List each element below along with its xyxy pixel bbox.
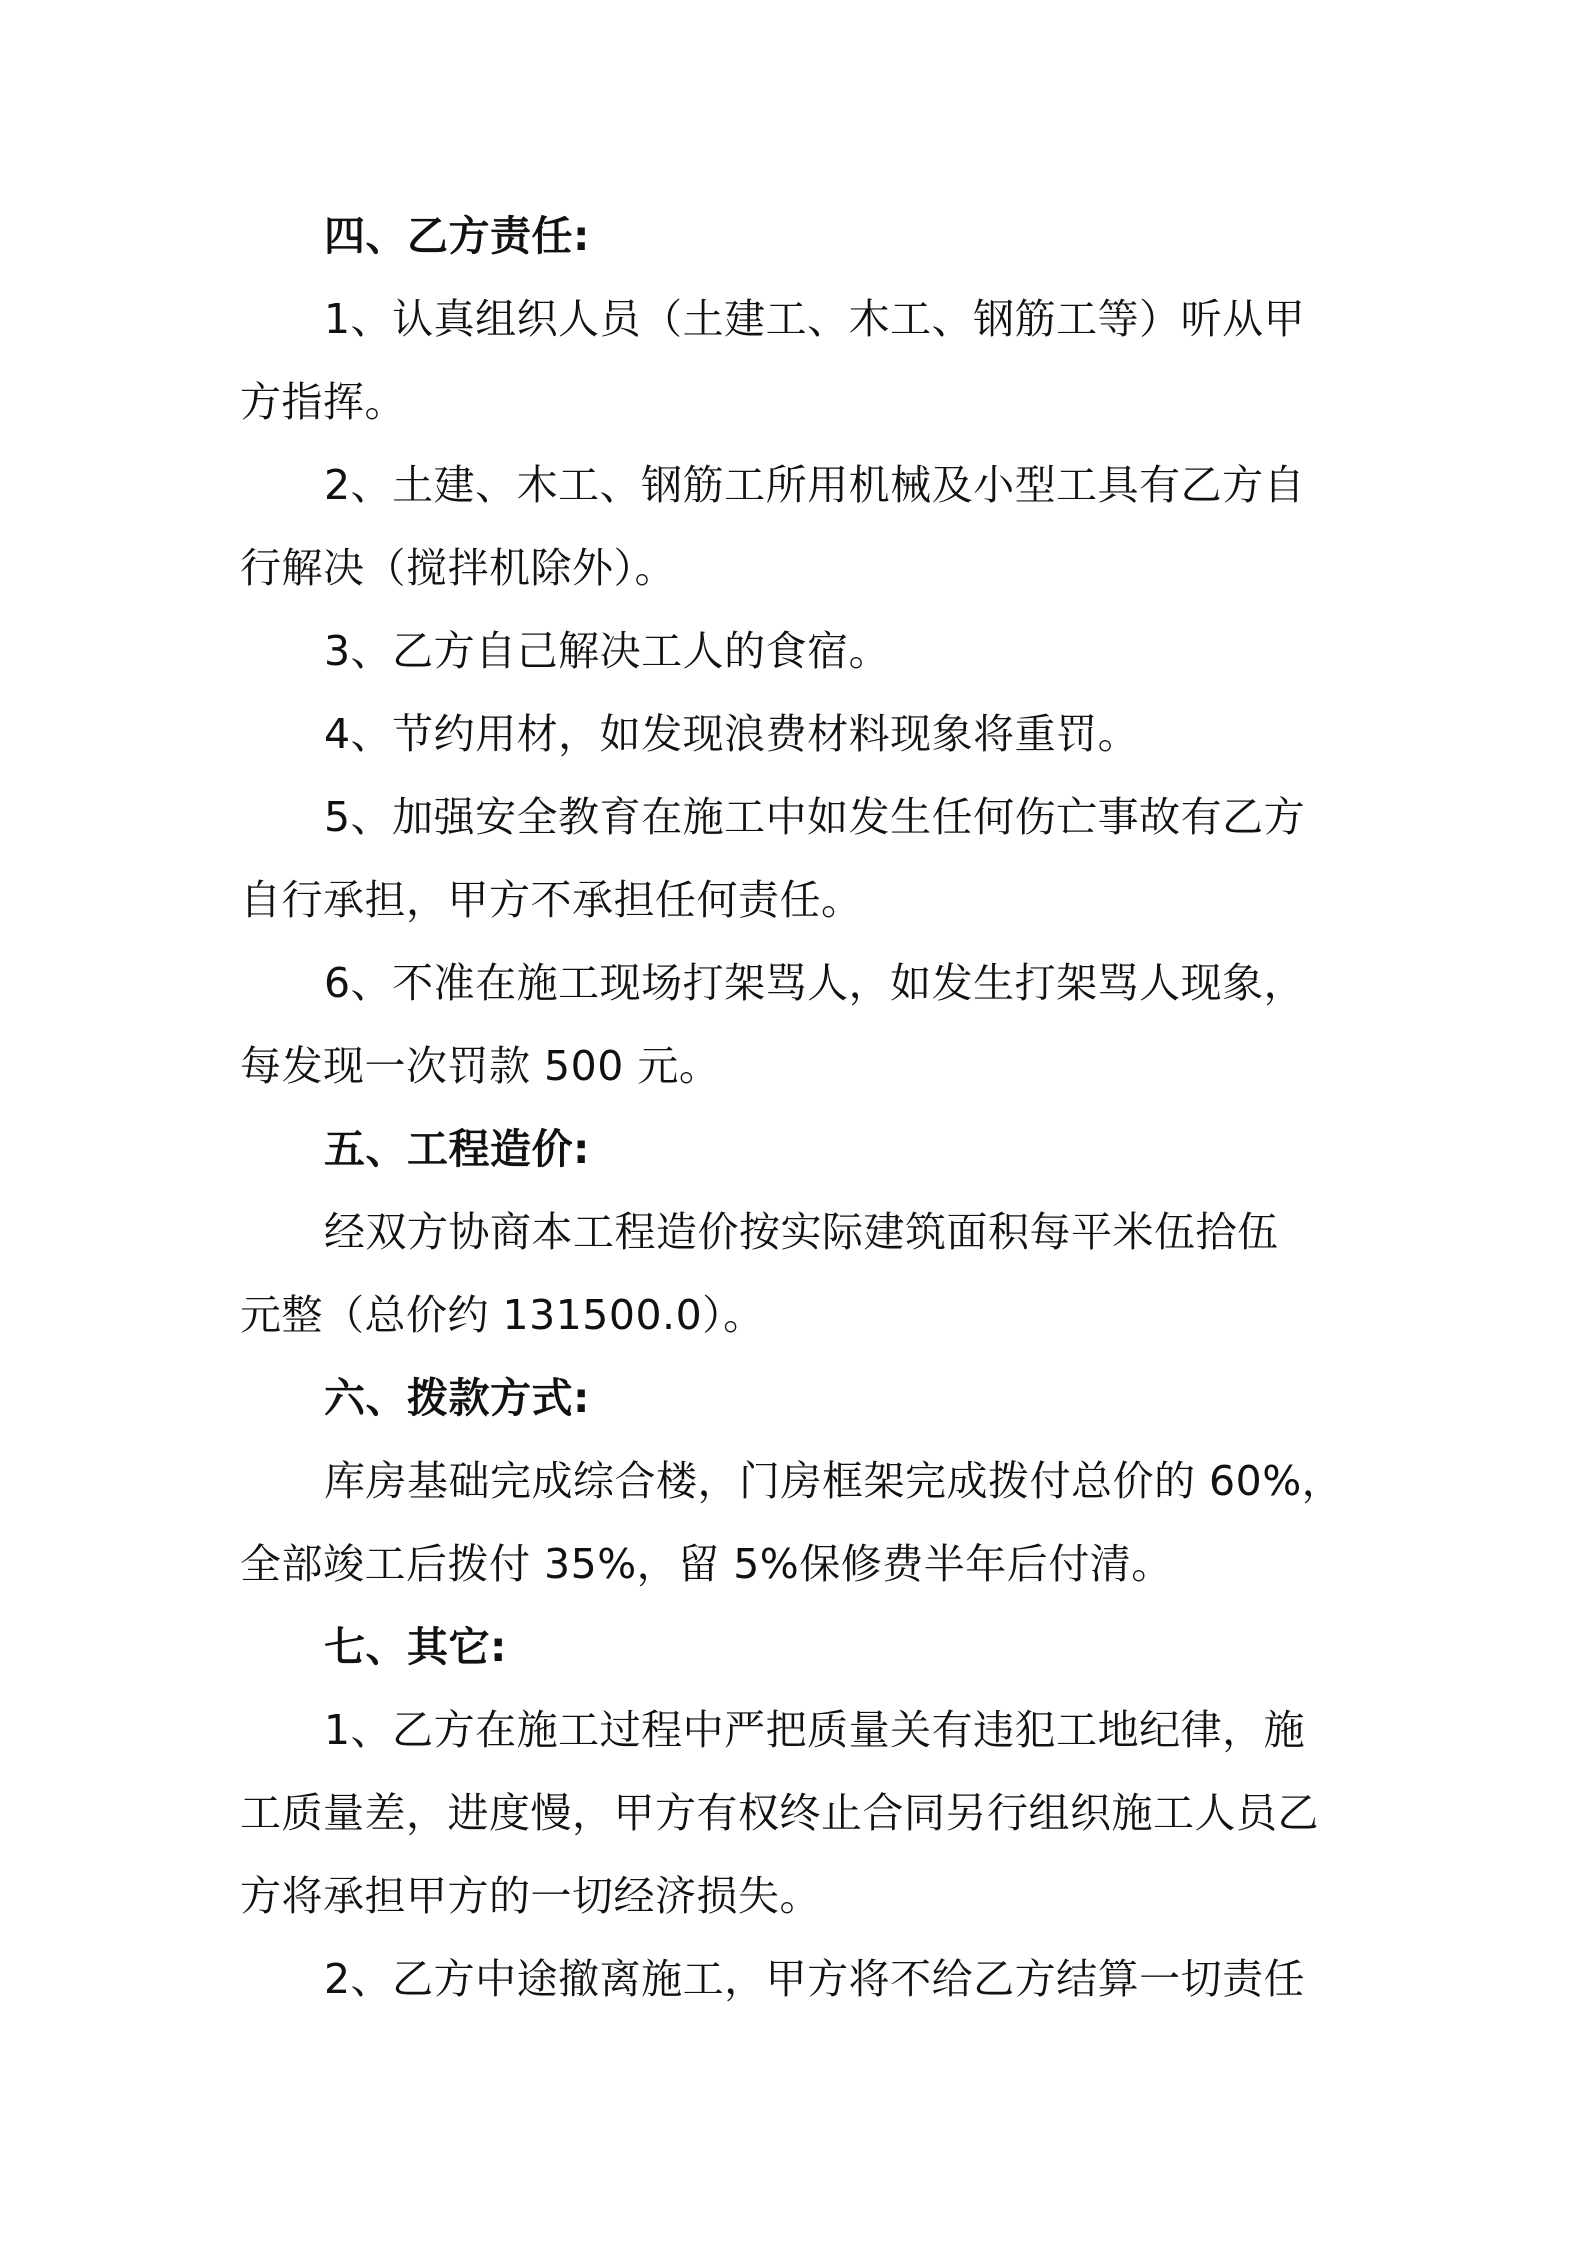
- paragraph-line: 5、加强安全教育在施工中如发生任何伤亡事故有乙方: [324, 793, 1306, 841]
- paragraph-line: 经双方协商本工程造价按实际建筑面积每平米伍拾伍: [324, 1208, 1279, 1256]
- paragraph-line: 2、乙方中途撤离施工，甲方将不给乙方结算一切责任: [324, 1955, 1306, 2003]
- paragraph-line: 4、节约用材，如发现浪费材料现象将重罚。: [324, 710, 1140, 758]
- paragraph-line: 全部竣工后拨付 35%，留 5%保修费半年后付清。: [240, 1540, 1173, 1588]
- paragraph-line: 行解决（搅拌机除外）。: [240, 544, 676, 592]
- section-heading: 六、拨款方式:: [324, 1374, 590, 1422]
- paragraph-line: 3、乙方自己解决工人的食宿。: [324, 627, 891, 675]
- paragraph-line: 每发现一次罚款 500 元。: [240, 1042, 721, 1090]
- paragraph-line: 2、土建、木工、钢筋工所用机械及小型工具有乙方自: [324, 461, 1306, 509]
- document-body: [240, 195, 1350, 2021]
- paragraph-line: 自行承担，甲方不承担任何责任。: [240, 876, 863, 924]
- paragraph-line: 方将承担甲方的一切经济损失。: [240, 1872, 821, 1920]
- paragraph-line: 1、乙方在施工过程中严把质量关有违犯工地纪律，施: [324, 1706, 1306, 1754]
- section-heading: 四、乙方责任:: [324, 212, 590, 260]
- section-heading: 五、工程造价:: [324, 1125, 590, 1173]
- paragraph-line: 6、不准在施工现场打架骂人，如发生打架骂人现象，: [324, 959, 1306, 1007]
- paragraph-line: 方指挥。: [240, 378, 406, 426]
- paragraph-line: 库房基础完成综合楼，门房框架完成拨付总价的 60%，: [324, 1457, 1344, 1505]
- paragraph-line: 元整（总价约 131500.0）。: [240, 1291, 765, 1339]
- paragraph-line: 工质量差，进度慢，甲方有权终止合同另行组织施工人员乙: [240, 1789, 1319, 1837]
- section-heading: 七、其它:: [324, 1623, 507, 1671]
- paragraph-line: 1、认真组织人员（土建工、木工、钢筋工等）听从甲: [324, 295, 1306, 343]
